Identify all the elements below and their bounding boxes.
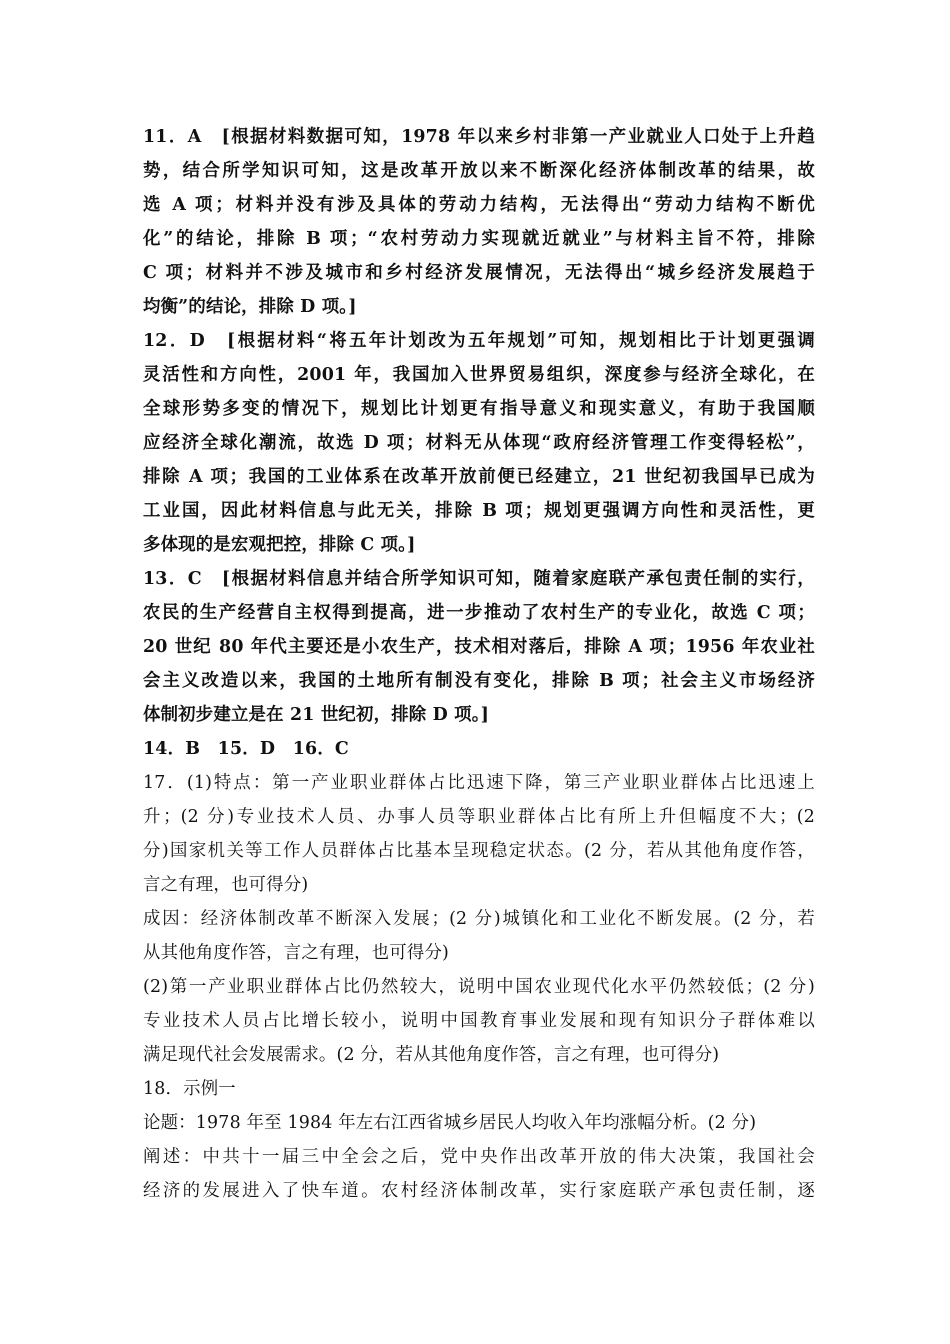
text-line: 分)国家机关等工作人员群体占比基本呈现稳定状态。(2 分，若从其他角度作答， — [143, 841, 815, 861]
text-line: 势，结合所学知识可知，这是改革开放以来不断深化经济体制改革的结果，故 — [143, 161, 815, 181]
text-line: 经济的发展进入了快车道。农村经济体制改革，实行家庭联产承包责任制，逐 — [143, 1181, 815, 1201]
text-line: 体制初步建立是在 21 世纪初，排除 D 项。] — [143, 705, 490, 725]
answer-17-part2 — [143, 970, 815, 1072]
text-line: 会主义改造以来，我国的土地所有制没有变化，排除 B 项；社会主义市场经济 — [143, 671, 815, 691]
text-line: C 项；材料并不涉及城市和乡村经济发展情况，无法得出“城乡经济发展趋于 — [143, 263, 815, 283]
answer-text — [143, 120, 815, 1208]
text-line: (2)第一产业职业群体占比仍然较大，说明中国农业现代化水平仍然较低；(2 分) — [143, 977, 815, 997]
answer-11 — [143, 120, 815, 324]
text-line: 14．B 15．D 16．C — [143, 739, 349, 759]
text-line: 灵活性和方向性，2001 年，我国加入世界贸易组织，深度参与经济全球化，在 — [143, 365, 815, 385]
text-line: 农民的生产经营自主权得到提高，进一步推动了农村生产的专业化，故选 C 项； — [143, 603, 815, 623]
text-line: 多体现的是宏观把控，排除 C 项。] — [143, 535, 416, 555]
text-line: 满足现代社会发展需求。(2 分，若从其他角度作答，言之有理，也可得分) — [143, 1045, 720, 1065]
text-line: 全球形势多变的情况下，规划比计划更有指导意义和现实意义，有助于我国顺 — [143, 399, 815, 419]
text-line: 排除 A 项；我国的工业体系在改革开放前便已经建立，21 世纪初我国早已成为 — [143, 467, 815, 487]
answer-18-topic — [143, 1106, 815, 1140]
answers-14-16 — [143, 732, 815, 766]
text-line: 从其他角度作答，言之有理，也可得分) — [143, 943, 450, 963]
text-line: 18．示例一 — [143, 1079, 236, 1099]
answer-18-elaboration — [143, 1140, 815, 1208]
text-line: 应经济全球化潮流，故选 D 项；材料无从体现“政府经济管理工作变得轻松”， — [143, 433, 815, 453]
answer-18-heading — [143, 1072, 815, 1106]
text-line: 工业国，因此材料信息与此无关，排除 B 项；规划更强调方向性和灵活性，更 — [143, 501, 815, 521]
text-line: 化”的结论，排除 B 项；“农村劳动力实现就近就业”与材料主旨不符，排除 — [143, 229, 815, 249]
text-line: 言之有理，也可得分) — [143, 875, 309, 895]
text-line: 13．C [根据材料信息并结合所学知识可知，随着家庭联产承包责任制的实行， — [143, 569, 815, 589]
text-line: 阐述：中共十一届三中全会之后，党中央作出改革开放的伟大决策，我国社会 — [143, 1147, 815, 1167]
answer-17-part1-features — [143, 766, 815, 902]
text-line: 专业技术人员占比增长较小，说明中国教育事业发展和现有知识分子群体难以 — [143, 1011, 815, 1031]
text-line: 12．D [根据材料“将五年计划改为五年规划”可知，规划相比于计划更强调 — [143, 331, 815, 351]
text-line: 均衡”的结论，排除 D 项。] — [143, 297, 357, 317]
text-line: 成因：经济体制改革不断深入发展；(2 分)城镇化和工业化不断发展。(2 分，若 — [143, 909, 815, 929]
text-line: 20 世纪 80 年代主要还是小农生产，技术相对落后，排除 A 项；1956 年农业社 — [143, 637, 815, 657]
text-line: 升；(2 分)专业技术人员、办事人员等职业群体占比有所上升但幅度不大；(2 — [143, 807, 815, 827]
answer-17-part1-causes — [143, 902, 815, 970]
text-line: 11．A [根据材料数据可知，1978 年以来乡村非第一产业就业人口处于上升趋 — [143, 127, 815, 147]
text-line: 17．(1)特点：第一产业职业群体占比迅速下降，第三产业职业群体占比迅速上 — [143, 773, 815, 793]
answer-12 — [143, 324, 815, 562]
answer-13 — [143, 562, 815, 732]
text-line: 论题：1978 年至 1984 年左右江西省城乡居民人均收入年均涨幅分析。(2 分) — [143, 1113, 757, 1133]
text-line: 选 A 项；材料并没有涉及具体的劳动力结构，无法得出“劳动力结构不断优 — [143, 195, 815, 215]
